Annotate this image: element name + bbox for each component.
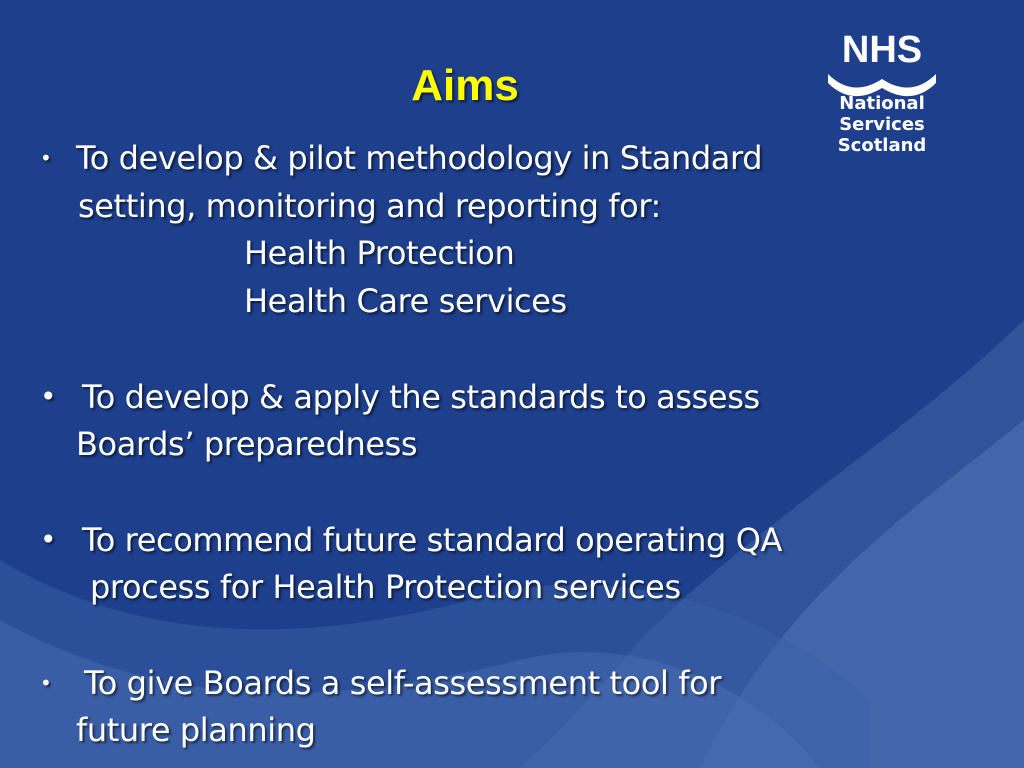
nhs-logo-line1: National (839, 93, 925, 114)
bullet-1-subitem-health-care-services: Health Care services (244, 282, 567, 320)
bullet-2-line-1: To develop & apply the standards to assess (82, 378, 760, 416)
bullet-3-line-1: To recommend future standard operating QA (82, 521, 782, 559)
bullet-marker: • (40, 146, 52, 170)
slide-title: Aims (411, 61, 519, 110)
bullet-marker: • (40, 671, 52, 695)
nhs-logo-brand: NHS (841, 29, 923, 71)
bullet-2-line-2: Boards’ preparedness (76, 425, 418, 463)
bullet-marker: • (40, 380, 57, 413)
bullet-4-line-1: To give Boards a self-assessment tool for (84, 664, 722, 702)
bullet-4-line-2: future planning (76, 711, 316, 749)
bullet-1-subitem-health-protection: Health Protection (244, 234, 515, 272)
bullet-1-line-1: To develop & pilot methodology in Standard (76, 139, 763, 177)
bullet-3-line-2: process for Health Protection services (90, 568, 681, 606)
bullet-1-line-2: setting, monitoring and reporting for: (78, 187, 661, 225)
nhs-logo-line3: Scotland (837, 135, 927, 156)
nhs-logo-graphic (822, 22, 962, 162)
bullet-marker: • (40, 523, 57, 556)
nhs-logo (822, 22, 962, 162)
nhs-logo-line2: Services (839, 114, 925, 135)
